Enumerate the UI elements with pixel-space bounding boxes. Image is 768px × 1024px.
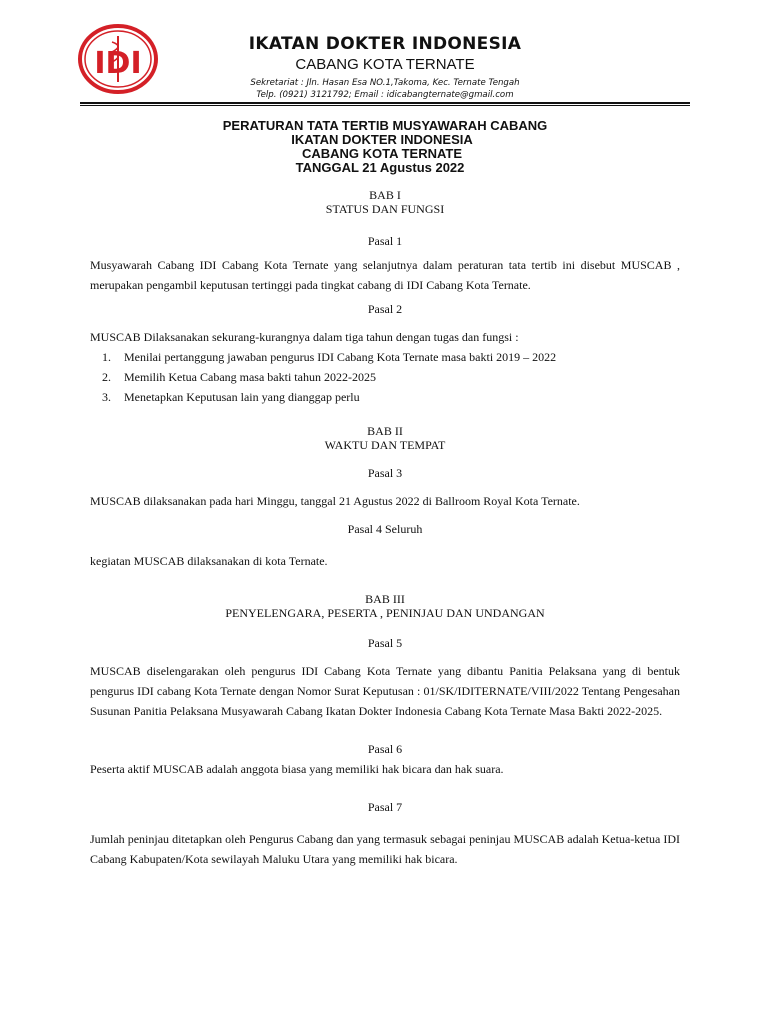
pasal4-heading: Pasal 4 Seluruh [347, 522, 423, 536]
pasal5-heading: Pasal 5 [367, 636, 403, 650]
pasal3-heading: Pasal 3 [367, 466, 403, 480]
list-item: 1. Menilai pertanggung jawaban pengurus IDI Cabang Kota Ternate masa bakti 2019 – 2022 [114, 347, 680, 367]
pasal6-text: Peserta aktif MUSCAB adalah anggota biasa yang memiliki hak bicara dan hak suara. [90, 762, 504, 776]
header-divider-thin [80, 105, 690, 106]
pasal1-heading: Pasal 1 [367, 234, 403, 248]
pasal7-heading: Pasal 7 [367, 800, 403, 814]
list-item: 2. Memilih Ketua Cabang masa bakti tahun 2022-2025 [114, 367, 680, 387]
pasal7-text: Jumlah peninjau ditetapkan oleh Pengurus Cabang dan yang termasuk sebagai peninjau MUSCAB adalah Ketua-ketua IDI Cabang Kabupaten/Kota sewilayah Maluku Utara yang memiliki hak bicara. [90, 832, 680, 866]
letterhead [190, 34, 580, 101]
title-line-2: IKATAN DOKTER INDONESIA [291, 132, 473, 147]
logo-lettering: IDI [94, 46, 142, 81]
title-line-1: PERATURAN TATA TERTIB MUSYAWARAH CABANG [222, 118, 548, 133]
pasal4-text: kegiatan MUSCAB dilaksanakan di kota Ternate. [90, 554, 328, 568]
bab2-subtitle: WAKTU DAN TEMPAT [324, 438, 446, 452]
title-line-4: TANGGAL 21 Agustus 2022 [295, 160, 465, 175]
header-divider [80, 102, 690, 104]
bab2-heading: BAB II [367, 424, 403, 438]
pasal2-intro: MUSCAB Dilaksanakan sekurang-kurangnya dalam tiga tahun dengan tugas dan fungsi : [90, 330, 519, 344]
pasal6-heading: Pasal 6 [367, 742, 403, 756]
address: Sekretariat : Jln. Hasan Esa NO.1,Takoma, Kec. Ternate Tengah [250, 78, 520, 88]
bab3-subtitle: PENYELENGARA, PESERTA , PENINJAU DAN UNDANGAN [225, 606, 545, 620]
bab1-subtitle: STATUS DAN FUNGSI [325, 202, 445, 216]
pasal3-text: MUSCAB dilaksanakan pada hari Minggu, tanggal 21 Agustus 2022 di Ballroom Royal Kota Ternate. [90, 494, 580, 508]
pasal5-text: MUSCAB diselengarakan oleh pengurus IDI Cabang Kota Ternate yang dibantu Panitia Pelaksana yang di bentuk pengurus IDI cabang Kota Ternate dengan Nomor Surat Keputusan : 01/SK/IDITERNATE/VIII/2022 Tentang Pengesahan Susunan Panitia Pelaksana Musyawarah Cabang Ikatan Dokter Indonesia Cabang Kota Ternate Masa Bakti 2022-2025. [90, 664, 680, 718]
pasal2-list [90, 347, 680, 407]
org-name: IKATAN DOKTER INDONESIA [248, 34, 522, 54]
idi-logo-icon [78, 24, 158, 94]
pasal1-text: Musyawarah Cabang IDI Cabang Kota Ternate yang selanjutnya dalam peraturan tata tertib ini disebut MUSCAB , merupakan pengambil keputusan tertinggi pada tingkat cabang di IDI Cabang Kota Ternate. [90, 258, 680, 292]
bab1-heading: BAB I [369, 188, 401, 202]
contact: Telp. (0921) 3121792; Email : idicabangternate@gmail.com [256, 90, 514, 100]
bab3-heading: BAB III [365, 592, 405, 606]
idi-logo [78, 24, 158, 94]
document-title [80, 119, 690, 175]
pasal2-heading: Pasal 2 [367, 302, 403, 316]
branch-name: CABANG KOTA TERNATE [295, 56, 475, 73]
document-body [90, 185, 680, 869]
list-item: 3. Menetapkan Keputusan lain yang dianggap perlu [114, 387, 680, 407]
title-line-3: CABANG KOTA TERNATE [301, 146, 463, 161]
